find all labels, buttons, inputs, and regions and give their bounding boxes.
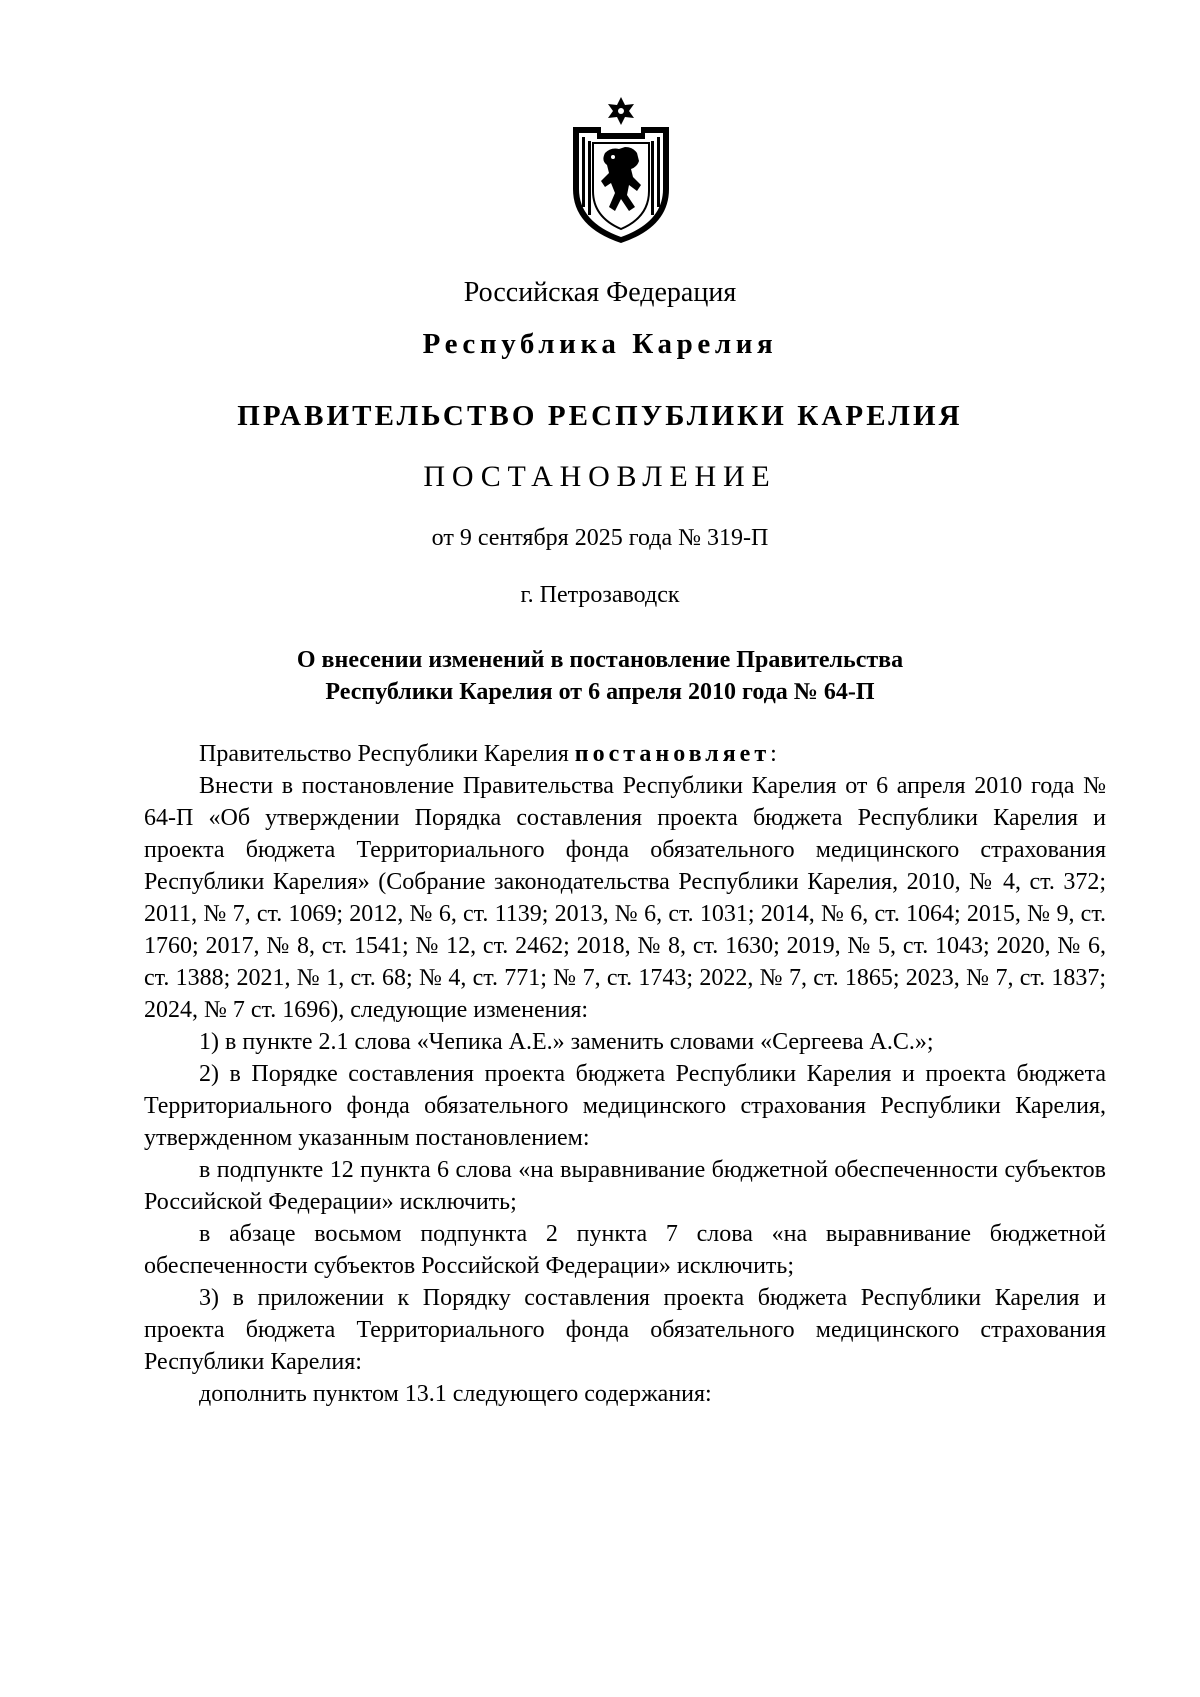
body-paragraph-4: в подпункте 12 пункта 6 слова «на выравнивание бюджетной обеспеченности субъектов Российской Федерации» исключить; [144,1157,1106,1215]
republic-name: Республика Карелия [422,328,778,360]
government-title: ПРАВИТЕЛЬСТВО РЕСПУБЛИКИ КАРЕЛИЯ [237,400,963,432]
subject-line-2: Республики Карелия от 6 апреля 2010 года № 64-П [325,679,875,705]
body-paragraph-7: дополнить пунктом 13.1 следующего содержания: [199,1381,712,1407]
document-subject [0,644,1200,708]
body-paragraph-5: в абзаце восьмом подпункта 2 пункта 7 слова «на выравнивание бюджетной обеспеченности субъектов Российской Федерации» исключить; [144,1221,1106,1279]
body-paragraph-2: 1) в пункте 2.1 слова «Чепика А.Е.» заменить словами «Сергеева А.С.»; [199,1029,934,1055]
intro-colon: : [770,741,777,767]
intro-text: Правительство Республики Карелия [199,741,575,767]
subject-line-1: О внесении изменений в постановление Правительства [296,647,904,673]
body-paragraph-3: 2) в Порядке составления проекта бюджета Республики Карелия и проекта бюджета Территориального фонда обязательного медицинского страхования Республики Карелия, утвержденном указанным постановлением: [144,1061,1106,1151]
city: г. Петрозаводск [520,582,680,608]
body-paragraph-6: 3) в приложении к Порядку составления проекта бюджета Республики Карелия и проекта бюджета Территориального фонда обязательного медицинского страхования Республики Карелия: [144,1285,1106,1375]
intro-decree-word: постановляет [574,741,771,767]
karelia-coat-of-arms-icon [567,97,675,245]
date-number: от 9 сентября 2025 года № 319-П [431,525,769,551]
intro-paragraph [144,738,1106,770]
country-name: Российская Федерация [463,277,737,308]
document-body [144,738,1106,1410]
body-paragraph-1: Внести в постановление Правительства Республики Карелия от 6 апреля 2010 года № 64-П «Об утверждении Порядка составления проекта бюджета Республики Карелия и проекта бюджета Территориального фонда обязательного медицинского страхования Республики Карелия» (Собрание законодательства Республики Карелия, 2010, № 4, ст. 372; 2011, № 7, ст. 1069; 2012, № 6, ст. 1139; 2013, № 6, ст. 1031; 2014, № 6, ст. 1064; 2015, № 9, ст. 1760; 2017, № 8, ст. 1541; № 12, ст. 2462; 2018, № 8, ст. 1630; 2019, № 5, ст. 1043; 2020, № 6, ст. 1388; 2021, № 1, ст. 68; № 4, ст. 771; № 7, ст. 1743; 2022, № 7, ст. 1865; 2023, № 7, ст. 1837; 2024, № 7 ст. 1696), следующие изменения: [144,773,1106,1023]
document-type: ПОСТАНОВЛЕНИЕ [423,460,777,493]
